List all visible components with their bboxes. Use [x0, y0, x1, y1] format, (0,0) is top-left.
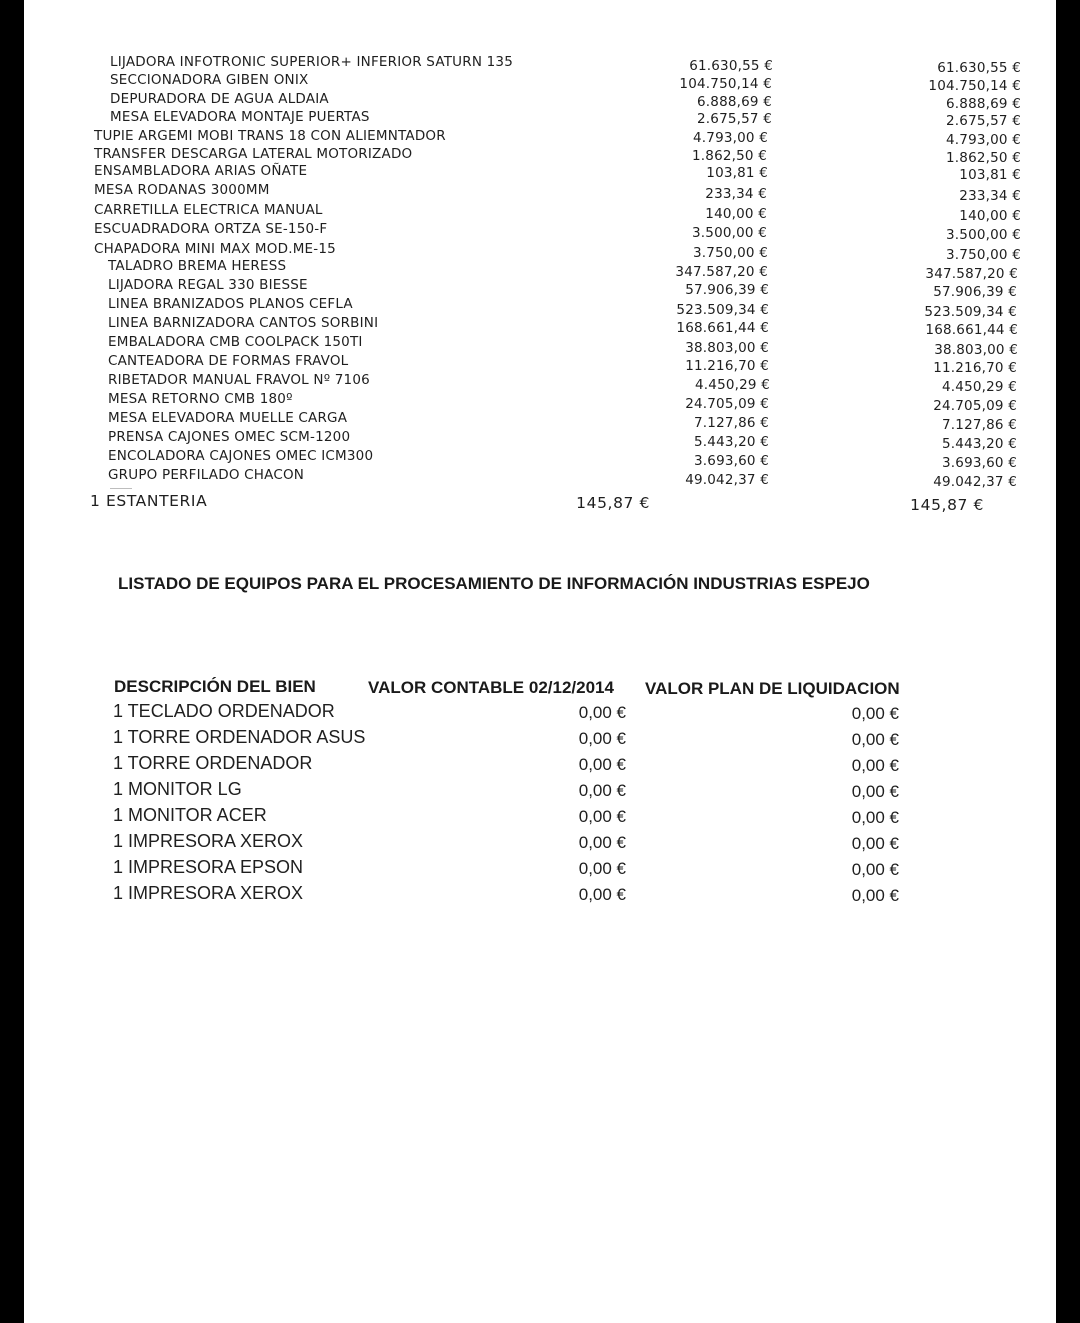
item-description: 1 IMPRESORA XEROX [113, 883, 304, 903]
item-description: 1 TORRE ORDENADOR ASUS [113, 727, 366, 747]
section-title: LISTADO DE EQUIPOS PARA EL PROCESAMIENTO DE INFORMACIÓN INDUSTRIAS ESPEJO [118, 574, 870, 593]
asset-book-value: 4.793,00 € [693, 130, 768, 146]
document-page [24, 0, 1056, 1323]
asset-book-value: 7.127,86 € [694, 415, 769, 431]
asset-book-value: 11.216,70 € [685, 358, 769, 374]
asset-name: MESA ELEVADORA MONTAJE PUERTAS [110, 109, 370, 125]
column-header-book-value: VALOR CONTABLE 02/12/2014 [368, 678, 614, 697]
asset-plan-value: 3.750,00 € [946, 247, 1021, 263]
asset-book-value: 3.500,00 € [692, 225, 767, 241]
asset-plan-value: 3.500,00 € [946, 227, 1021, 243]
asset-plan-value: 168.661,44 € [925, 322, 1018, 338]
asset-name: ESCUADRADORA ORTZA SE-150-F [94, 221, 328, 237]
asset-name: CHAPADORA MINI MAX MOD.ME-15 [94, 241, 336, 257]
asset-name: GRUPO PERFILADO CHACON [108, 467, 305, 483]
item-book-value: 0,00 € [578, 833, 626, 852]
asset-book-value: 168.661,44 € [676, 320, 769, 336]
item-plan-value: 0,00 € [851, 860, 899, 879]
asset-name: LINEA BRANIZADOS PLANOS CEFLA [108, 296, 353, 312]
asset-name: RIBETADOR MANUAL FRAVOL Nº 7106 [108, 372, 370, 388]
item-book-value: 0,00 € [578, 781, 626, 800]
asset-book-value: 233,34 € [705, 186, 767, 202]
item-description: 1 IMPRESORA XEROX [113, 831, 304, 851]
asset-plan-value: 145,87 € [910, 496, 984, 514]
column-header-plan-value: VALOR PLAN DE LIQUIDACION [645, 679, 900, 698]
asset-book-value: 1.862,50 € [692, 148, 767, 164]
asset-plan-value: 57.906,39 € [933, 284, 1017, 300]
asset-book-value: 3.750,00 € [693, 245, 768, 261]
asset-book-value: 347.587,20 € [675, 264, 768, 280]
item-book-value: 0,00 € [578, 729, 626, 748]
asset-book-value: 523.509,34 € [676, 302, 769, 318]
asset-name: MESA RETORNO CMB 180º [108, 391, 293, 407]
asset-plan-value: 523.509,34 € [924, 304, 1017, 320]
item-description: 1 TECLADO ORDENADOR [113, 701, 335, 721]
asset-book-value: 61.630,55 € [689, 58, 773, 74]
asset-name: ENCOLADORA CAJONES OMEC ICM300 [108, 448, 374, 464]
asset-plan-value: 4.793,00 € [946, 132, 1021, 148]
asset-book-value: 2.675,57 € [697, 111, 772, 127]
asset-plan-value: 6.888,69 € [946, 96, 1021, 112]
asset-name: 1 ESTANTERIA [90, 492, 208, 510]
asset-book-value: 3.693,60 € [694, 453, 769, 469]
asset-plan-value: 2.675,57 € [946, 113, 1021, 129]
asset-name: LIJADORA INFOTRONIC SUPERIOR+ INFERIOR SATURN 135 [110, 54, 513, 70]
asset-plan-value: 104.750,14 € [928, 78, 1021, 94]
item-book-value: 0,00 € [578, 885, 626, 904]
asset-book-value: 38.803,00 € [685, 340, 769, 356]
asset-name: EMBALADORA CMB COOLPACK 150TI [108, 334, 363, 350]
item-plan-value: 0,00 € [851, 834, 899, 853]
asset-name: TRANSFER DESCARGA LATERAL MOTORIZADO [94, 146, 413, 162]
asset-name: LIJADORA REGAL 330 BIESSE [108, 277, 308, 293]
asset-plan-value: 347.587,20 € [925, 266, 1018, 282]
asset-name: LINEA BARNIZADORA CANTOS SORBINI [108, 315, 379, 331]
asset-name: CARRETILLA ELECTRICA MANUAL [94, 202, 323, 218]
asset-name: MESA ELEVADORA MUELLE CARGA [108, 410, 348, 426]
item-book-value: 0,00 € [578, 755, 626, 774]
asset-plan-value: 5.443,20 € [942, 436, 1017, 452]
asset-name: ENSAMBLADORA ARIAS OÑATE [94, 163, 308, 179]
asset-book-value: 24.705,09 € [685, 396, 769, 412]
asset-book-value: 57.906,39 € [685, 282, 769, 298]
asset-name: TALADRO BREMA HERESS [108, 258, 287, 274]
asset-plan-value: 140,00 € [959, 208, 1021, 224]
item-book-value: 0,00 € [578, 807, 626, 826]
asset-book-value: 140,00 € [705, 206, 767, 222]
item-plan-value: 0,00 € [851, 704, 899, 723]
asset-name: MESA RODANAS 3000MM [94, 182, 270, 198]
asset-book-value: 49.042,37 € [685, 472, 769, 488]
item-description: 1 TORRE ORDENADOR [113, 753, 313, 773]
item-plan-value: 0,00 € [851, 782, 899, 801]
asset-plan-value: 3.693,60 € [942, 455, 1017, 471]
asset-plan-value: 24.705,09 € [933, 398, 1017, 414]
asset-book-value: 6.888,69 € [697, 94, 772, 110]
asset-plan-value: 61.630,55 € [937, 60, 1021, 76]
item-description: 1 MONITOR ACER [113, 805, 267, 825]
item-plan-value: 0,00 € [851, 886, 899, 905]
asset-book-value: 104.750,14 € [679, 76, 772, 92]
asset-plan-value: 49.042,37 € [933, 474, 1017, 490]
item-plan-value: 0,00 € [851, 756, 899, 775]
item-plan-value: 0,00 € [851, 730, 899, 749]
item-description: 1 IMPRESORA EPSON [113, 857, 304, 877]
asset-book-value: 103,81 € [706, 165, 768, 181]
asset-name: CANTEADORA DE FORMAS FRAVOL [108, 353, 349, 369]
asset-plan-value: 1.862,50 € [946, 150, 1021, 166]
asset-plan-value: 4.450,29 € [942, 379, 1017, 395]
asset-plan-value: 233,34 € [959, 188, 1021, 204]
asset-book-value: 5.443,20 € [694, 434, 769, 450]
asset-name: SECCIONADORA GIBEN ONIX [110, 72, 309, 88]
asset-name: PRENSA CAJONES OMEC SCM-1200 [108, 429, 351, 445]
asset-name: DEPURADORA DE AGUA ALDAIA [110, 91, 329, 107]
asset-book-value: 4.450,29 € [695, 377, 770, 393]
asset-book-value: 145,87 € [576, 494, 650, 512]
scan-mark [110, 488, 132, 489]
asset-plan-value: 11.216,70 € [933, 360, 1017, 376]
asset-plan-value: 38.803,00 € [934, 342, 1018, 358]
item-description: 1 MONITOR LG [113, 779, 242, 799]
asset-plan-value: 7.127,86 € [942, 417, 1017, 433]
column-header-description: DESCRIPCIÓN DEL BIEN [114, 677, 316, 696]
item-book-value: 0,00 € [578, 859, 626, 878]
item-plan-value: 0,00 € [851, 808, 899, 827]
asset-name: TUPIE ARGEMI MOBI TRANS 18 CON ALIEMNTADOR [94, 128, 446, 144]
asset-plan-value: 103,81 € [959, 167, 1021, 183]
item-book-value: 0,00 € [578, 703, 626, 722]
